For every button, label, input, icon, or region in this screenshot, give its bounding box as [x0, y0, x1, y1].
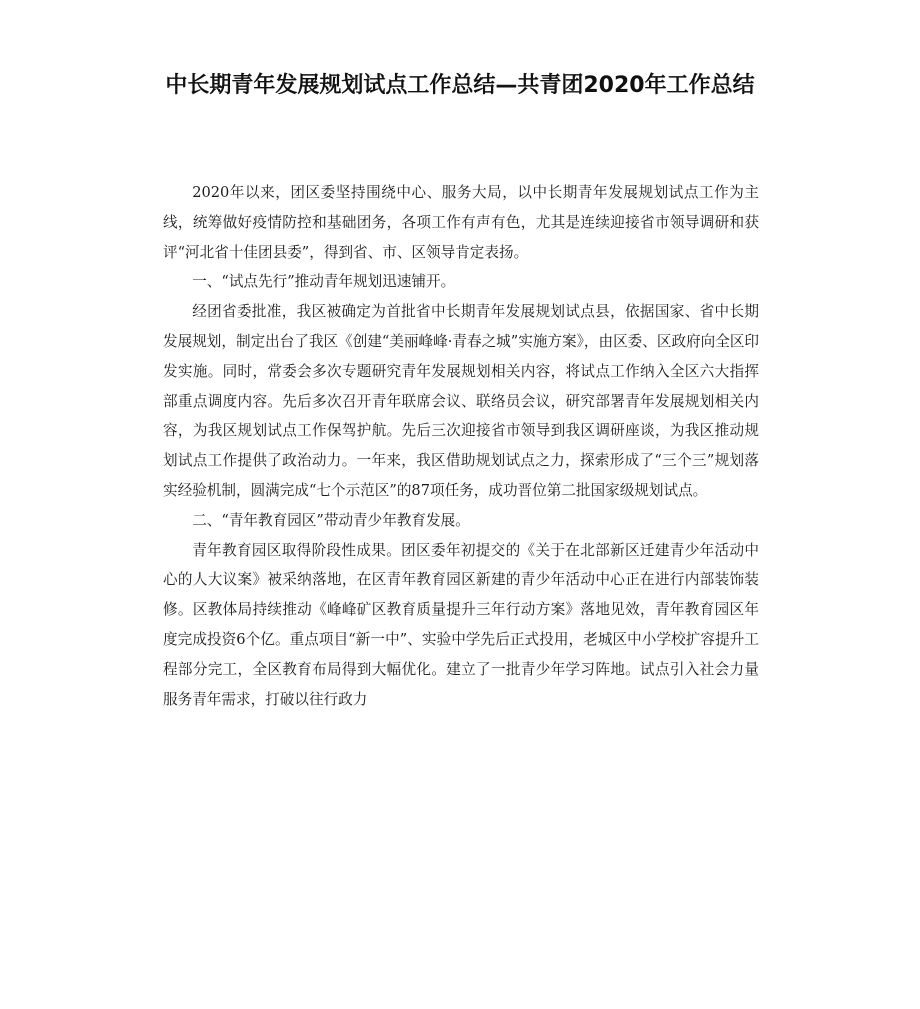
- section-heading-2: 二、“青年教育园区”带动青少年教育发展。: [192, 511, 470, 529]
- paragraph-pilot-planning: 经团省委批准，我区被确定为首批省中长期青年发展规划试点县，依据国家、省中长期发展规划，制定出台了我区《创建“美丽峰峰·青春之城”实施方案》，由区委、区政府向全区印发实施。同时，常委会多次专题研究青年发展规划相关内容，将试点工作纳入全区六大指挥部重点调度内容。先后多次召开青年联席会议、联络员会议，研究部署青年发展规划相关内容，为我区规划试点工作保驾护航。先后三次迎接省市领导到我区调研座谈，为我区推动规划试点工作提供了政治动力。一年来，我区借助规划试点之力，探索形成了“三个三”规划落实经验机制，圆满完成“七个示范区”的87项任务，成功晋位第二批国家级规划试点。: [163, 303, 760, 499]
- document-title: 中长期青年发展规划试点工作总结—共青团2020年工作总结: [165, 73, 755, 98]
- paragraph-intro: 2020年以来，团区委坚持围绕中心、服务大局，以中长期青年发展规划试点工作为主线，统筹做好疫情防控和基础团务，各项工作有声有色，尤其是连续迎接省市领导调研和获评“河北省十佳团县委”，得到省、市、区领导肯定表扬。: [163, 184, 759, 261]
- section-heading-1: 一、“试点先行”推动青年规划迅速铺开。: [192, 273, 456, 291]
- paragraph-education-park: 青年教育园区取得阶段性成果。团区委年初提交的《关于在北部新区迁建青少年活动中心的人大议案》被采纳落地，在区青年教育园区新建的青少年活动中心正在进行内部装饰装修。区教体局持续推动《峰峰矿区教育质量提升三年行动方案》落地见效，青年教育园区年度完成投资6个亿。重点项目“新一中”、实验中学先后正式投用，老城区中小学校扩容提升工程部分完工，全区教育布局得到大幅优化。建立了一批青少年学习阵地。试点引入社会力量服务青年需求，打破以往行政力: [163, 541, 759, 708]
- document-body: [163, 178, 759, 714]
